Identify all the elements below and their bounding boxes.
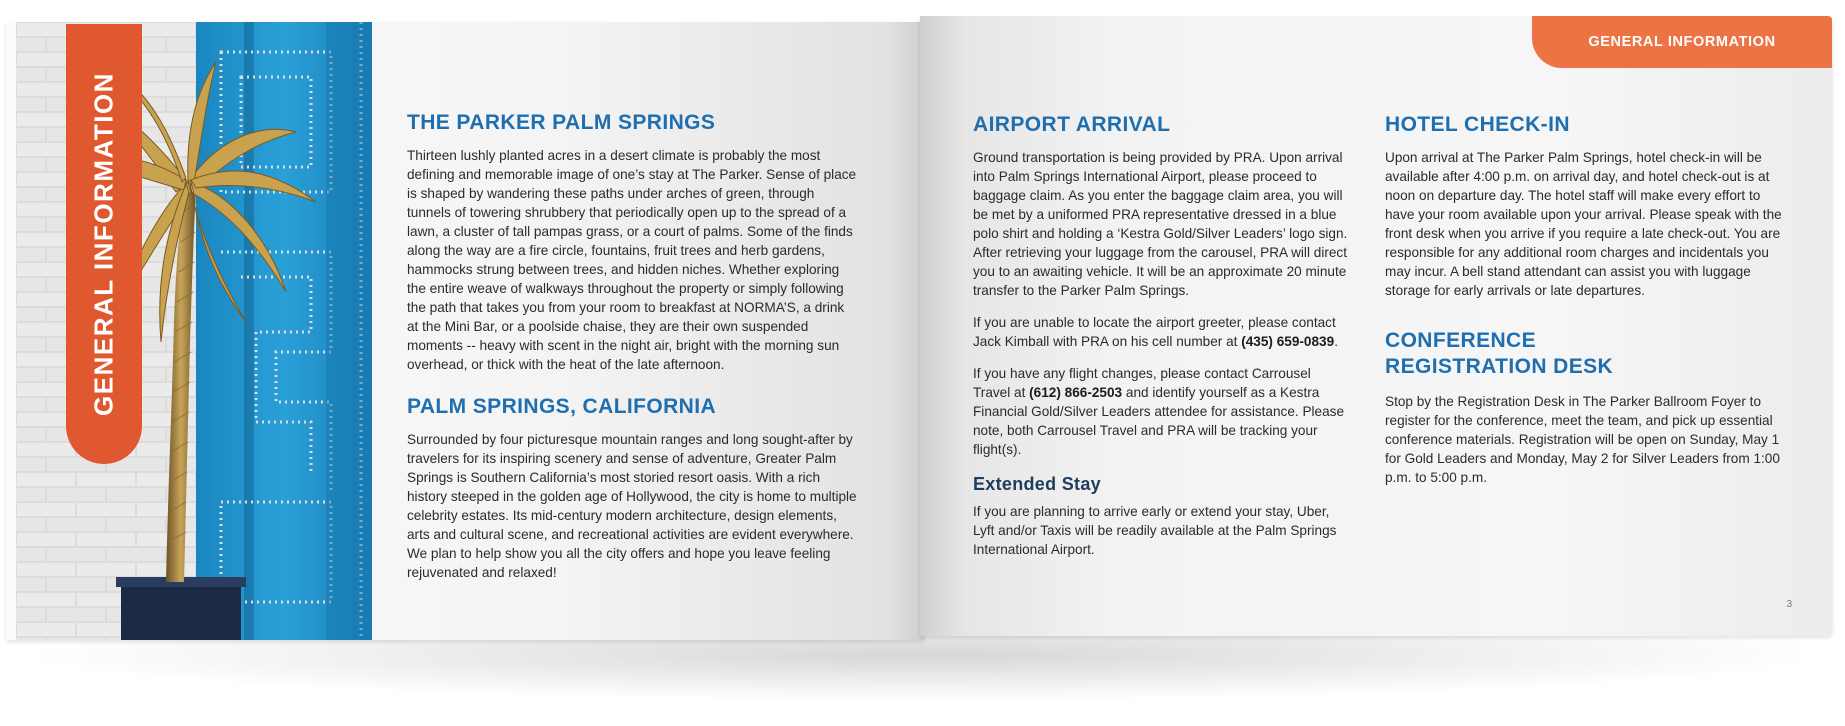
flight-changes-text: If you have any flight changes, please contact Carrousel Travel at: [973, 366, 1311, 400]
airport-greeter-end: .: [1334, 334, 1338, 349]
airport-column: [973, 112, 1351, 559]
registration-heading-line-2: REGISTRATION DESK: [1385, 355, 1614, 378]
registration-heading-line-1: CONFERENCE: [1385, 329, 1537, 352]
section-heading-parker: THE PARKER PALM SPRINGS: [407, 111, 716, 134]
travel-phone-number: (612) 866-2503: [1029, 385, 1123, 400]
left-page: [6, 22, 924, 640]
side-section-tab-label: GENERAL INFORMATION: [88, 72, 119, 416]
airport-paragraph-2: [973, 313, 1351, 351]
hotel-column: [1385, 112, 1785, 487]
section-body-palm-springs: Surrounded by four picturesque mountain ranges and long sought-after by travelers for its inspiring scenery and sense of adventure, Greater Palm Springs is Southern California’s most storied resort oasis. With a rich history steeped in the golden age of Hollywood, the city is home to multiple celebrity estates. Its mid-century modern architecture, design elements, arts and cultural scene, and recreational activities are evident everywhere. We plan to help show you all the city offers and hope you leave feeling rejuvenated and relaxed!: [407, 432, 857, 580]
section-body-parker: Thirteen lushly planted acres in a desert climate is probably the most defining and memorable image of one’s stay at The Parker. Sense of place is shaped by wandering these paths under arches of green, through tunnels of towering shrubbery that periodically open up to the spread of a lawn, a cluster of tall pampas grass, or a court of palms. Some of the finds along the way are a fire circle, fountains, fruit trees and herb gardens, hammocks strung between trees, and hidden niches. Whether exploring the entire weave of walkways throughout the property or simply following the path that takes you from your room to breakfast at NORMA’S, a drink at the Mini Bar, or a poolside chaise, they are their own suspended moments -- heavy with scent in the night air, bright with the morning sun overhead, or thick with the heat of the late afternoon.: [407, 148, 857, 372]
flight-changes-end: and identify yourself as a Kestra Financial Gold/Silver Leaders attendee for assistance. Please note, both Carrousel Travel and PRA will be tracking your flight(s).: [973, 385, 1345, 457]
palm-tree-photo: [16, 22, 372, 640]
registration-body: Stop by the Registration Desk in The Parker Ballroom Foyer to register for the conference, meet the team, and pick up essential conference materials. Registration will be open on Sunday, May 1 for Gold Leaders and Monday, May 2 for Silver Leaders from 1:00 p.m. to 5:00 p.m.: [1385, 394, 1780, 485]
greeter-phone-number: (435) 659-0839: [1241, 334, 1335, 349]
registration-heading: [1385, 328, 1785, 380]
top-section-tab-label: GENERAL INFORMATION: [1588, 34, 1776, 50]
right-page: [920, 16, 1832, 636]
section-heading-palm-springs: PALM SPRINGS, CALIFORNIA: [407, 395, 717, 418]
airport-paragraph-1: Ground transportation is being provided by PRA. Upon arrival into Palm Springs International Airport, please proceed to baggage claim. As you enter the baggage claim area, you will be met by a uniformed PRA representative dressed in a blue polo shirt and holding a ‘Kestra Gold/Silver Leaders’ logo sign. After retrieving your luggage from the carousel, PRA will direct you to an awaiting vehicle. It will be an approximate 20 minute transfer to the Parker Palm Springs.: [973, 150, 1348, 298]
airport-paragraph-3: [973, 364, 1351, 459]
extended-stay-body: If you are planning to arrive early or extend your stay, Uber, Lyft and/or Taxis will be readily available at the Palm Springs International Airport.: [973, 504, 1337, 557]
airport-heading: AIRPORT ARRIVAL: [973, 113, 1171, 136]
page-number: 3: [1786, 599, 1792, 610]
airport-greeter-text: If you are unable to locate the airport greeter, please contact Jack Kimball with PRA on his cell number at: [973, 315, 1336, 349]
checkin-heading: HOTEL CHECK-IN: [1385, 113, 1570, 136]
extended-stay-heading: Extended Stay: [973, 474, 1101, 494]
left-text-column: [407, 110, 857, 582]
side-section-tab: [66, 24, 142, 464]
top-section-tab: [1532, 16, 1832, 68]
checkin-body: Upon arrival at The Parker Palm Springs, hotel check-in will be available after 4:00 p.m. on arrival day, and hotel check-out is at noon on departure day. The hotel staff will make every effort to have your room available upon your arrival. Please speak with the front desk when you arrive if you require a late check-out. You are responsible for any additional room charges and incidentals you may incur. A bell stand attendant can assist you with luggage storage for early arrivals or late departures.: [1385, 150, 1782, 298]
